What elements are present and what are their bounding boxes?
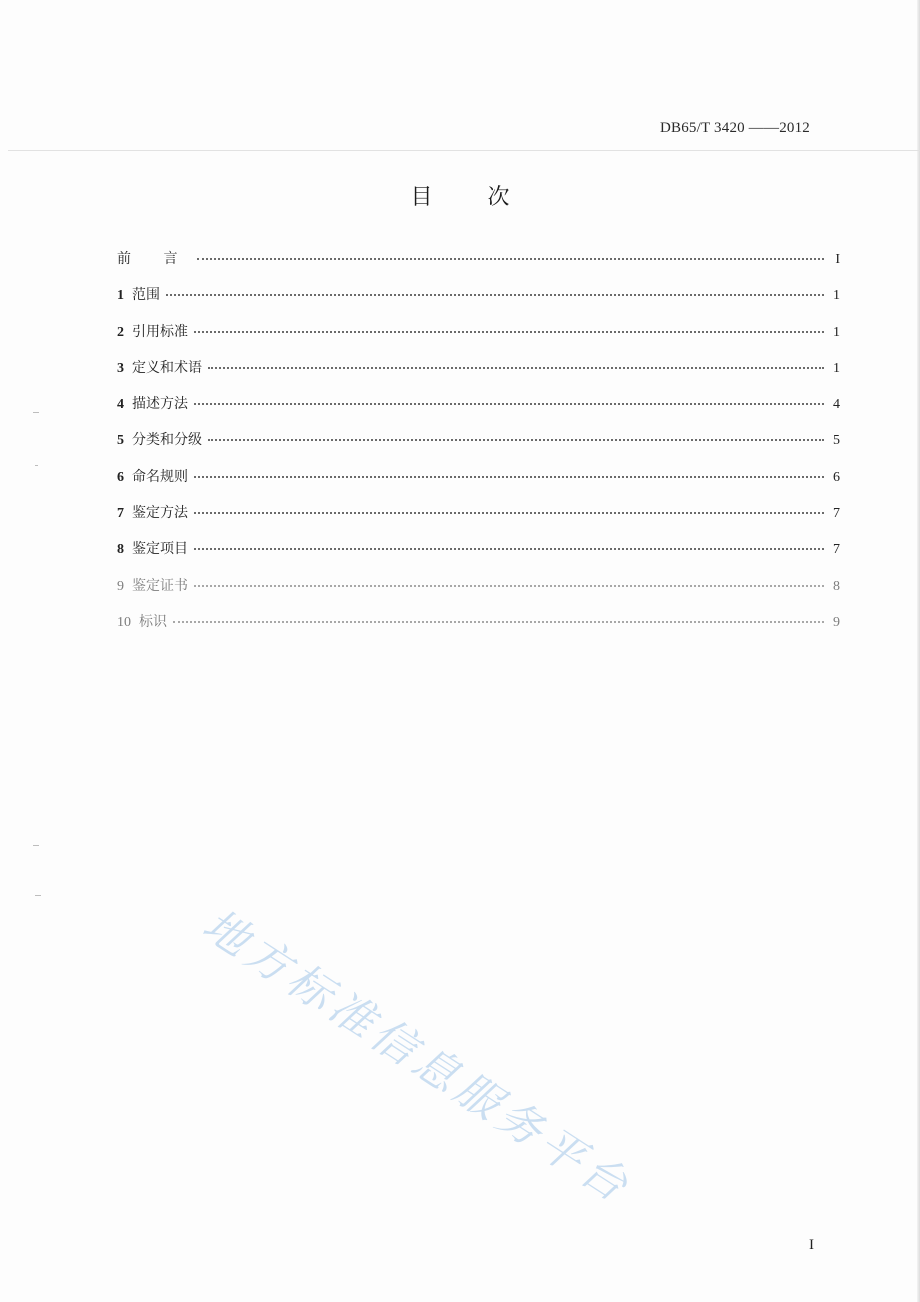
- toc-entry-label: 鉴定方法: [132, 505, 188, 522]
- toc-entry-normative-references[interactable]: [117, 321, 840, 357]
- toc-leader-dots: [194, 476, 824, 478]
- toc-entry-identification-method[interactable]: [117, 502, 840, 538]
- toc-entry-number: 6: [117, 469, 124, 485]
- toc-entry-label: 鉴定项目: [132, 541, 188, 558]
- header-divider: [8, 150, 920, 151]
- toc-entry-number: 5: [117, 433, 124, 449]
- toc-entry-number: 7: [117, 506, 124, 522]
- toc-entry-label: 范围: [132, 287, 160, 304]
- toc-leader-dots: [173, 621, 824, 623]
- toc-entry-page: 6: [833, 469, 840, 485]
- toc-entry-definitions[interactable]: [117, 357, 840, 393]
- toc-entry-page: 1: [833, 360, 840, 376]
- toc-entry-page: 8: [833, 578, 840, 594]
- toc-entry-label: 描述方法: [132, 396, 188, 413]
- toc-entry-number: 4: [117, 397, 124, 413]
- toc-entry-classification[interactable]: [117, 429, 840, 465]
- toc-entry-page: 5: [833, 433, 840, 449]
- toc-entry-identification-items[interactable]: [117, 538, 840, 574]
- toc-leader-dots: [194, 403, 824, 405]
- toc-entry-page: 7: [833, 506, 840, 522]
- toc-entry-number: 3: [117, 360, 124, 376]
- toc-entry-foreword[interactable]: [117, 248, 840, 284]
- toc-entry-label: 定义和术语: [132, 359, 202, 376]
- toc-entry-number: 1: [117, 288, 124, 304]
- toc-leader-dots: [194, 548, 824, 550]
- toc-leader-dots: [194, 585, 824, 587]
- toc-entry-number: 9: [117, 578, 124, 594]
- page-number: I: [809, 1237, 814, 1253]
- toc-leader-dots: [208, 367, 824, 369]
- toc-leader-dots: [197, 258, 824, 260]
- toc-leader-dots: [208, 439, 824, 441]
- toc-entry-page: 7: [833, 542, 840, 558]
- toc-entry-number: 8: [117, 542, 124, 558]
- toc-entry-naming-rules[interactable]: [117, 466, 840, 502]
- toc-leader-dots: [166, 294, 824, 296]
- toc-entry-label: 分类和分级: [132, 432, 202, 449]
- toc-entry-label: 标识: [139, 613, 167, 630]
- toc-entry-label: 引用标准: [132, 323, 188, 340]
- toc-entry-page: 9: [833, 614, 840, 630]
- table-of-contents: [117, 248, 840, 647]
- toc-entry-marking[interactable]: [117, 611, 840, 647]
- toc-entry-label: 鉴定证书: [132, 577, 188, 594]
- toc-entry-description-method[interactable]: [117, 393, 840, 429]
- toc-entry-number: 2: [117, 324, 124, 340]
- toc-entry-scope[interactable]: [117, 284, 840, 320]
- toc-entry-number: 10: [117, 614, 131, 630]
- toc-entry-certificate[interactable]: [117, 575, 840, 611]
- watermark-text: 地方标准信息服务平台: [193, 899, 641, 1215]
- toc-title: 目 次: [410, 185, 534, 210]
- toc-entry-label: 前 言: [117, 251, 192, 267]
- toc-entry-page: 1: [833, 288, 840, 304]
- toc-entry-page: 4: [833, 397, 840, 413]
- toc-leader-dots: [194, 331, 824, 333]
- standard-code: DB65/T 3420 ——2012: [660, 120, 810, 136]
- toc-entry-label: 命名规则: [132, 468, 188, 485]
- toc-leader-dots: [194, 512, 824, 514]
- toc-entry-page: 1: [833, 324, 840, 340]
- toc-entry-page: I: [835, 252, 840, 267]
